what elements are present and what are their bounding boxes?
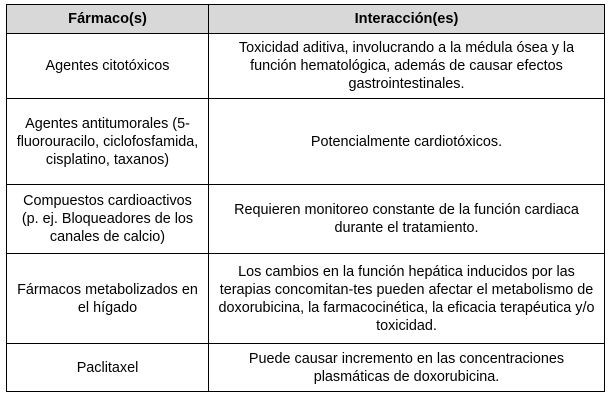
drug-cell: Agentes citotóxicos [7,34,209,99]
header-interactions: Interacción(es) [209,5,605,34]
header-drugs: Fármaco(s) [7,5,209,34]
table-body [7,34,605,392]
interaction-cell: Potencialmente cardiotóxicos. [209,99,605,185]
header-row [7,5,605,34]
table-row [7,344,605,392]
drug-cell: Fármacos metabolizados en el hígado [7,254,209,344]
drug-interactions-table [6,4,605,392]
interaction-cell: Los cambios en la función hepática inducidos por las terapias concomitan-tes pueden afectar el metabolismo de doxorubicina, la farmacocinética, la eficacia terapéutica y/o toxicidad. [209,254,605,344]
table-row [7,185,605,254]
table-row [7,254,605,344]
interaction-cell: Toxicidad aditiva, involucrando a la médula ósea y la función hematológica, además de causar efectos gastrointestinales. [209,34,605,99]
drug-cell: Compuestos cardioactivos (p. ej. Bloqueadores de los canales de calcio) [7,185,209,254]
table-header [7,5,605,34]
table-row [7,34,605,99]
table-row [7,99,605,185]
interaction-cell: Requieren monitoreo constante de la función cardiaca durante el tratamiento. [209,185,605,254]
drug-cell: Agentes antitumorales (5-fluorouracilo, ciclofosfamida, cisplatino, taxanos) [7,99,209,185]
interaction-cell: Puede causar incremento en las concentraciones plasmáticas de doxorubicina. [209,344,605,392]
drug-cell: Paclitaxel [7,344,209,392]
